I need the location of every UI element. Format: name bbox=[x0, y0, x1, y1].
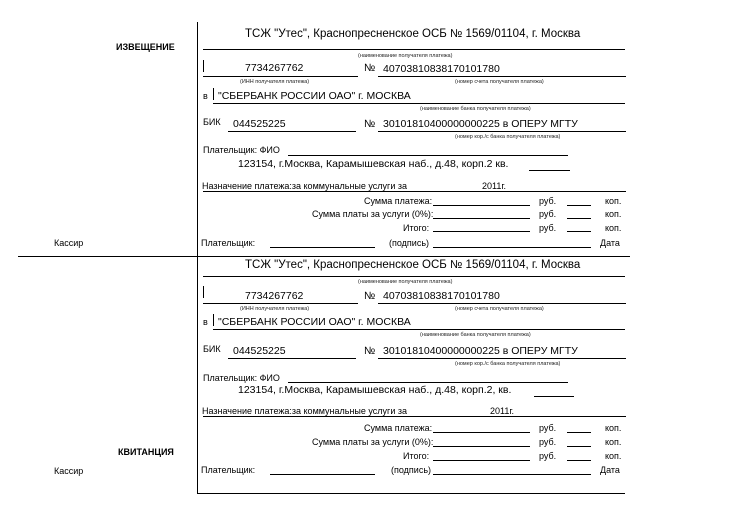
purpose-year: 2011г. bbox=[482, 181, 507, 191]
inn-underline bbox=[203, 303, 358, 304]
payer-label: Плательщик: bbox=[201, 238, 256, 248]
date-line bbox=[433, 474, 591, 475]
account-caption: (номер счета получателя платежа) bbox=[455, 306, 544, 312]
account-underline bbox=[378, 303, 626, 304]
notice-label: ИЗВЕЩЕНИЕ bbox=[116, 42, 175, 52]
payer-fio: Плательщик: ФИО bbox=[203, 145, 280, 155]
inn-caption: (ИНН получателя платежа) bbox=[240, 306, 310, 312]
purpose-underline bbox=[203, 416, 626, 417]
fee-rub: руб. bbox=[539, 209, 557, 219]
sum-label: Сумма платежа: bbox=[364, 423, 433, 433]
sum-rub: руб. bbox=[539, 196, 557, 206]
sum-rub-line bbox=[433, 205, 530, 206]
recipient-caption: (наименование получателя платежа) bbox=[358, 279, 453, 285]
recipient-caption: (наименование получателя платежа) bbox=[358, 53, 453, 59]
account-value: 40703810838170101780 bbox=[383, 290, 500, 302]
total-label: Итого: bbox=[403, 451, 430, 461]
cashier-label-top: Кассир bbox=[54, 238, 84, 248]
inn-caption: (ИНН получателя платежа) bbox=[240, 79, 310, 85]
bank-caption: (наименование банка получателя платежа) bbox=[420, 332, 531, 338]
purpose-year: 2011г. bbox=[490, 406, 515, 416]
payer-fio: Плательщик: ФИО bbox=[203, 373, 280, 383]
bank-box-left bbox=[213, 88, 214, 100]
total-kop: коп. bbox=[605, 451, 622, 461]
sum-rub-line bbox=[433, 432, 530, 433]
fee-kop: коп. bbox=[605, 437, 622, 447]
bik-label: БИК bbox=[203, 117, 221, 127]
fee-kop: коп. bbox=[605, 209, 622, 219]
bik-value: 044525225 bbox=[233, 345, 286, 357]
bank-name: "СБЕРБАНК РОССИИ ОАО" г. МОСКВА bbox=[218, 316, 411, 328]
total-rub-line bbox=[433, 460, 530, 461]
bank-prefix: в bbox=[203, 317, 208, 327]
sum-kop-line bbox=[567, 205, 591, 206]
corr-value: 30101810400000000225 в ОПЕРУ МГТУ bbox=[383, 118, 578, 130]
bottom-line bbox=[197, 493, 625, 494]
bank-underline bbox=[213, 103, 625, 104]
payer-address: 123154, г.Москва, Карамышевская наб., д.48, корп.2 кв. bbox=[238, 158, 509, 170]
payer-label: Плательщик: bbox=[201, 465, 256, 475]
date-label: Дата bbox=[600, 465, 620, 475]
fee-rub: руб. bbox=[539, 437, 557, 447]
corr-underline bbox=[378, 358, 626, 359]
recipient-underline bbox=[203, 276, 625, 277]
recipient-name: ТСЖ "Утес", Краснопресненское ОСБ № 1569/01104, г. Москва bbox=[245, 28, 581, 40]
cashier-label-bottom: Кассир bbox=[54, 466, 84, 476]
payer-address: 123154, г.Москва, Карамышевская наб., д.48, корп.2, кв. bbox=[238, 384, 512, 396]
total-kop-line bbox=[567, 231, 591, 232]
bank-caption: (наименование банка получателя платежа) bbox=[420, 106, 531, 112]
purpose-underline bbox=[203, 191, 626, 192]
sum-kop: коп. bbox=[605, 423, 622, 433]
purpose-label: Назначение платежа:за коммунальные услуги за bbox=[202, 181, 407, 191]
bik-label: БИК bbox=[203, 344, 221, 354]
total-rub-line bbox=[433, 231, 530, 232]
sum-kop: коп. bbox=[605, 196, 622, 206]
sum-rub: руб. bbox=[539, 423, 557, 433]
recipient-underline bbox=[203, 49, 625, 50]
total-rub: руб. bbox=[539, 223, 557, 233]
corr-caption: (номер кор./с банка получателя платежа) bbox=[455, 134, 561, 140]
receipt-label: КВИТАНЦИЯ bbox=[118, 447, 174, 457]
bik-underline bbox=[228, 131, 356, 132]
bank-underline bbox=[213, 329, 625, 330]
account-sign: № bbox=[364, 290, 376, 302]
signature-line bbox=[270, 247, 375, 248]
inn-box-left bbox=[203, 286, 204, 298]
corr-underline bbox=[378, 131, 626, 132]
sum-label: Сумма платежа: bbox=[364, 196, 433, 206]
fee-rub-line bbox=[433, 218, 530, 219]
signature-caption: (подпись) bbox=[389, 238, 430, 248]
total-label: Итого: bbox=[403, 223, 430, 233]
address-underline bbox=[534, 396, 574, 397]
total-kop-line bbox=[567, 460, 591, 461]
date-label: Дата bbox=[600, 238, 620, 248]
fee-kop-line bbox=[567, 218, 591, 219]
inn-underline bbox=[203, 76, 358, 77]
fio-underline bbox=[288, 155, 568, 156]
section-divider bbox=[18, 256, 630, 257]
corr-caption: (номер кор./с банка получателя платежа) bbox=[455, 361, 561, 367]
corr-value: 30101810400000000225 в ОПЕРУ МГТУ bbox=[383, 345, 578, 357]
inn-box-left bbox=[203, 60, 204, 72]
vertical-divider bbox=[197, 22, 198, 494]
account-sign: № bbox=[364, 62, 376, 74]
account-underline bbox=[378, 76, 626, 77]
signature-line bbox=[270, 474, 375, 475]
recipient-name: ТСЖ "Утес", Краснопресненское ОСБ № 1569/01104, г. Москва bbox=[245, 259, 581, 271]
corr-sign: № bbox=[364, 345, 376, 357]
corr-sign: № bbox=[364, 118, 376, 130]
inn-value: 7734267762 bbox=[245, 290, 304, 302]
signature-caption: (подпись) bbox=[391, 465, 432, 475]
fee-label: Сумма платы за услуги (0%): bbox=[312, 437, 434, 447]
bik-value: 044525225 bbox=[233, 118, 286, 130]
bank-box-left bbox=[213, 314, 214, 326]
bank-prefix: в bbox=[203, 91, 208, 101]
total-kop: коп. bbox=[605, 223, 622, 233]
fee-kop-line bbox=[567, 446, 591, 447]
total-rub: руб. bbox=[539, 451, 557, 461]
account-caption: (номер счета получателя платежа) bbox=[455, 79, 544, 85]
fee-label: Сумма платы за услуги (0%): bbox=[312, 209, 434, 219]
inn-value: 7734267762 bbox=[245, 62, 304, 74]
purpose-label: Назначение платежа:за коммунальные услуги за bbox=[202, 406, 407, 416]
sum-kop-line bbox=[567, 432, 591, 433]
bank-name: "СБЕРБАНК РОССИИ ОАО" г. МОСКВА bbox=[218, 90, 411, 102]
fio-underline bbox=[288, 382, 568, 383]
bik-underline bbox=[228, 358, 356, 359]
date-line bbox=[433, 247, 591, 248]
account-value: 40703810838170101780 bbox=[383, 63, 500, 75]
address-underline bbox=[529, 170, 570, 171]
fee-rub-line bbox=[433, 446, 530, 447]
